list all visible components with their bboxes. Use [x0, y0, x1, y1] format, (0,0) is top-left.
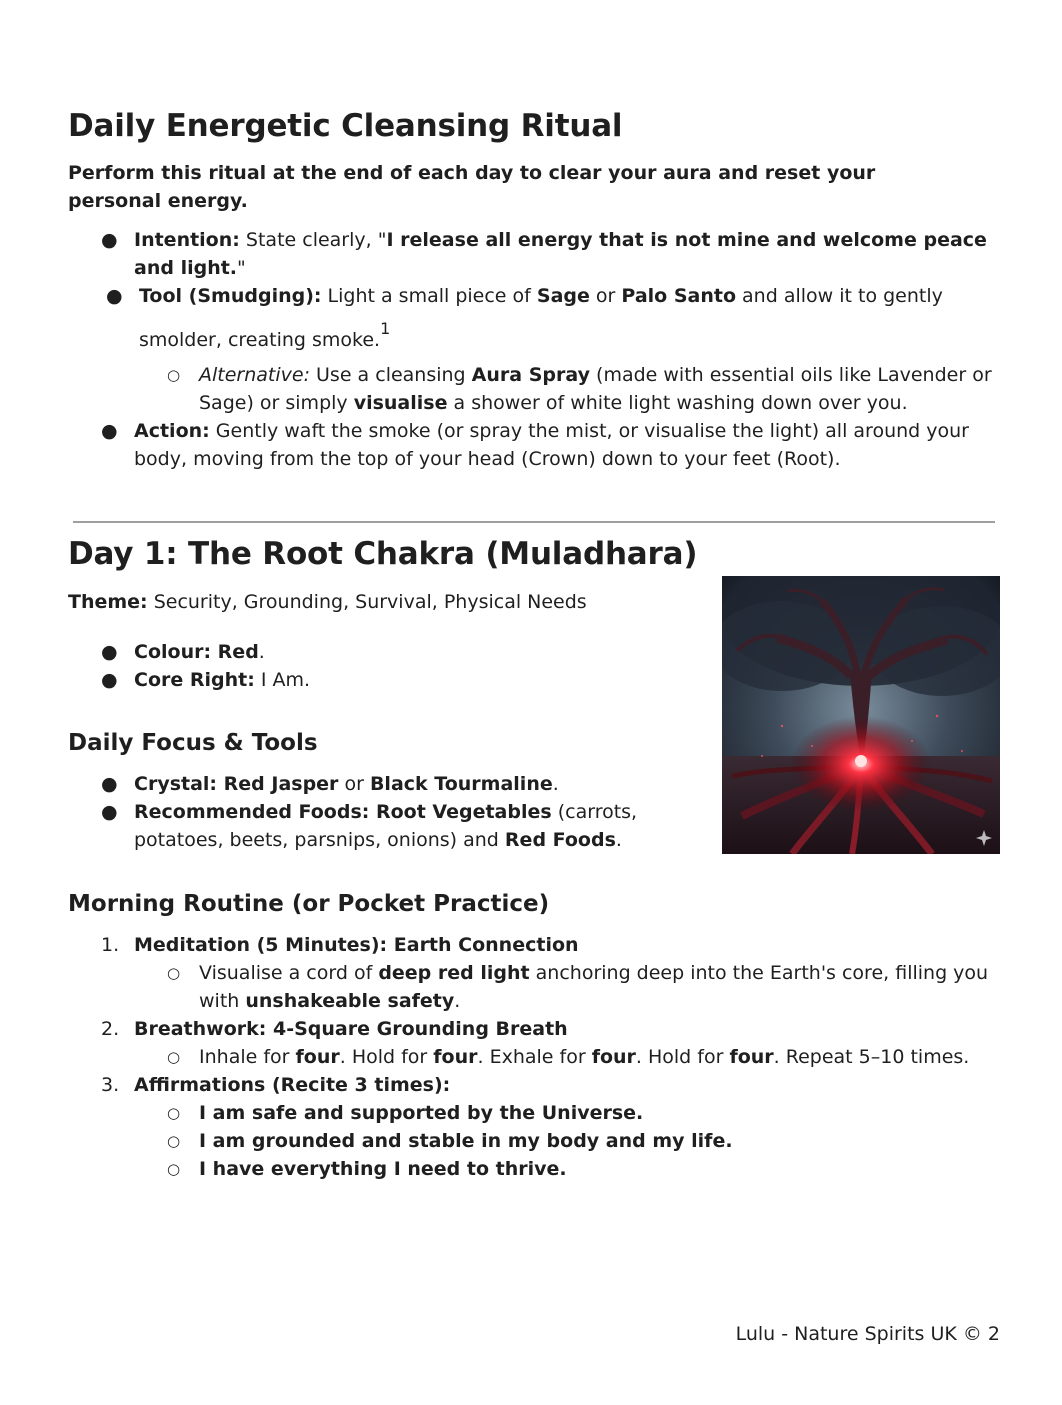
step-number: 3.: [101, 1074, 120, 1096]
step-number: 1.: [101, 934, 120, 956]
bullet-circle: ○: [167, 366, 181, 384]
ritual-tool-cont: smolder, creating smoke.$^1$: [139, 319, 391, 351]
ritual-title: Daily Energetic Cleansing Ritual: [68, 108, 623, 144]
bullet-circle: ○: [167, 1048, 181, 1066]
footnote-marker[interactable]: 1: [380, 319, 391, 338]
step-breathwork-detail: Inhale for four. Hold for four. Exhale for four. Hold for four. Repeat 5–10 times.: [199, 1046, 970, 1068]
focus-heading: Daily Focus & Tools: [68, 730, 318, 756]
bullet-circle: ○: [167, 964, 181, 982]
ritual-tool: Tool (Smudging): Light a small piece of Sage or Palo Santo and allow it to gently: [139, 285, 943, 307]
ritual-alternative: Alternative: Use a cleansing Aura Spray (made with essential oils like Lavender or Sage) or simply visualise a shower of white light washing down over you.: [199, 364, 992, 414]
bullet-circle: ○: [167, 1160, 181, 1178]
focus-crystal: Crystal: Red Jasper or Black Tourmaline.: [134, 773, 559, 795]
bullet-circle: ○: [167, 1132, 181, 1150]
ritual-action: Action: Gently waft the smoke (or spray the mist, or visualise the light) all around your body, moving from the top of your head (Crown) down to your feet (Root).: [134, 420, 969, 470]
step-affirmations-title: Affirmations (Recite 3 times):: [134, 1074, 451, 1096]
step-breathwork-title: Breathwork: 4-Square Grounding Breath: [134, 1018, 568, 1040]
bullet-dot: ●: [101, 669, 118, 691]
ritual-intention: Intention: State clearly, "I release all energy that is not mine and welcome peace and light.": [134, 229, 987, 279]
day1-core-right: Core Right: I Am.: [134, 669, 311, 691]
day1-colour: Colour: Red.: [134, 641, 265, 663]
day1-theme: Theme: Security, Grounding, Survival, Physical Needs: [68, 591, 587, 613]
step-number: 2.: [101, 1018, 120, 1040]
bullet-dot: ●: [101, 773, 118, 795]
step-meditation-detail: Visualise a cord of deep red light anchoring deep into the Earth's core, filling you with unshakeable safety.: [199, 962, 989, 1012]
root-chakra-tree-image: [722, 576, 1000, 854]
step-meditation-title: Meditation (5 Minutes): Earth Connection: [134, 934, 579, 956]
routine-heading: Morning Routine (or Pocket Practice): [68, 891, 550, 917]
ritual-lead: Perform this ritual at the end of each day to clear your aura and reset your personal energy.: [68, 162, 876, 212]
focus-foods: Recommended Foods: Root Vegetables (carrots, potatoes, beets, parsnips, onions) and Red Foods.: [134, 801, 638, 851]
section-divider: [73, 521, 995, 523]
bullet-circle: ○: [167, 1104, 181, 1122]
tree-illustration: [722, 576, 1000, 854]
affirmation-item: I am safe and supported by the Universe.: [199, 1102, 644, 1124]
bullet-dot: ●: [101, 641, 118, 663]
affirmation-item: I have everything I need to thrive.: [199, 1158, 567, 1180]
bullet-dot: ●: [101, 420, 118, 442]
day1-title: Day 1: The Root Chakra (Muladhara): [68, 536, 698, 572]
page-footer: Lulu - Nature Spirits UK © 2: [735, 1323, 1000, 1345]
bullet-dot: ●: [101, 801, 118, 823]
bullet-dot: ●: [101, 229, 118, 251]
affirmation-item: I am grounded and stable in my body and my life.: [199, 1130, 733, 1152]
bullet-dot: ●: [106, 285, 123, 307]
